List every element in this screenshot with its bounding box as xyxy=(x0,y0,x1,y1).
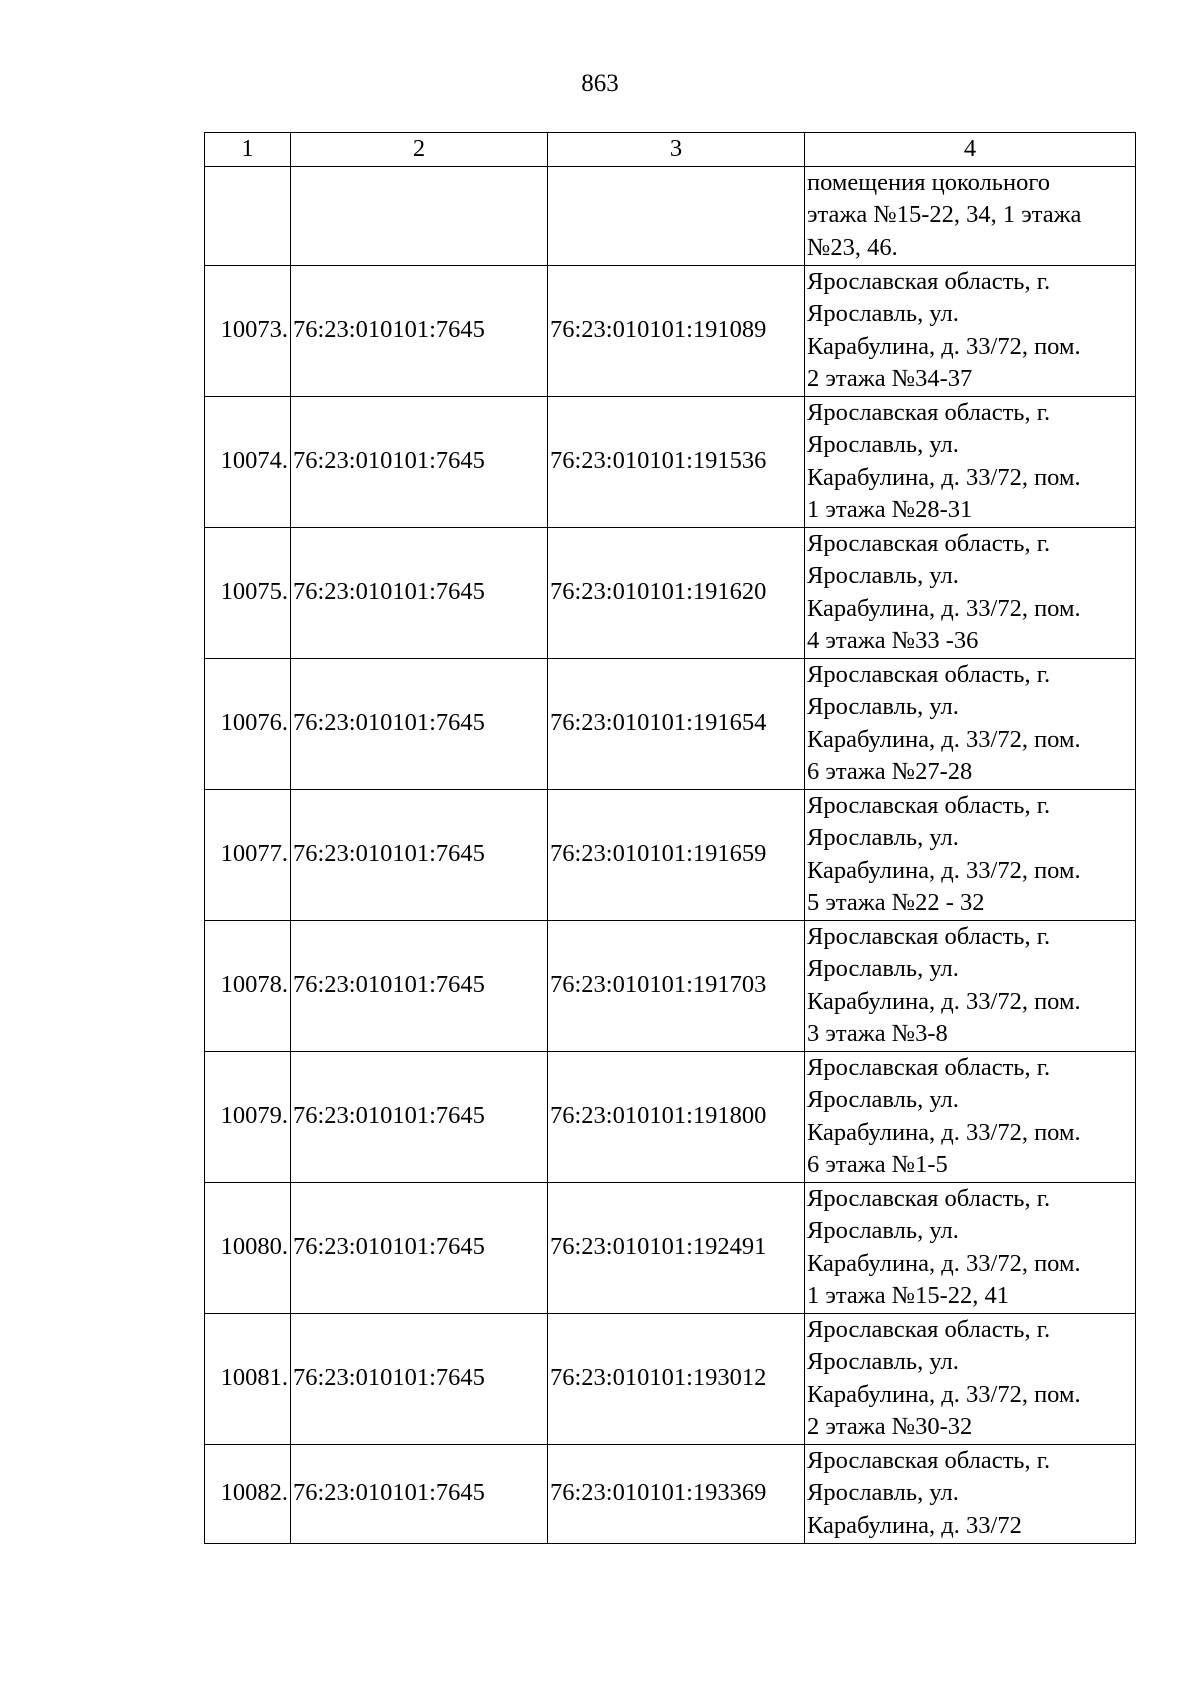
header-cell-4: 4 xyxy=(805,133,1136,167)
address-line: Карабулина, д. 33/72, пом. xyxy=(807,1118,1081,1146)
cell-num: 10074. xyxy=(205,396,291,527)
address-line: Ярославль, ул. xyxy=(807,824,959,851)
cell-address xyxy=(805,527,1136,658)
cell-parent-cadastral: 76:23:010101:7645 xyxy=(291,265,548,396)
address-line: этажа №15-22, 34, 1 этажа xyxy=(807,201,1082,228)
cell-address xyxy=(805,1313,1136,1444)
cell-cadastral: 76:23:010101:191536 xyxy=(548,396,805,527)
cell-cadastral: 76:23:010101:191703 xyxy=(548,920,805,1051)
cell-cadastral: 76:23:010101:193369 xyxy=(548,1444,805,1543)
cell-num: 10077. xyxy=(205,789,291,920)
cell-address xyxy=(805,1051,1136,1182)
address-line: Карабулина, д. 33/72, пом. xyxy=(807,856,1081,884)
cell-parent-cadastral: 76:23:010101:7645 xyxy=(291,1051,548,1182)
cell-cadastral: 76:23:010101:191654 xyxy=(548,658,805,789)
cell-cadastral xyxy=(548,166,805,265)
address-line: Ярославль, ул. xyxy=(807,693,959,720)
cell-address xyxy=(805,1444,1136,1543)
cell-address xyxy=(805,396,1136,527)
address-line: 1 этажа №15-22, 41 xyxy=(807,1282,1009,1309)
cell-parent-cadastral: 76:23:010101:7645 xyxy=(291,1182,548,1313)
cell-num: 10080. xyxy=(205,1182,291,1313)
address-line: №23, 46. xyxy=(807,233,898,261)
address-line: Ярославская область, г. xyxy=(807,1184,1051,1212)
table-header-row xyxy=(205,133,1136,167)
address-line: 3 этажа №3-8 xyxy=(807,1020,948,1047)
header-cell-3: 3 xyxy=(548,133,805,167)
address-line: Карабулина, д. 33/72, пом. xyxy=(807,463,1081,491)
address-line: Карабулина, д. 33/72, пом. xyxy=(807,987,1081,1015)
address-line: 1 этажа №28-31 xyxy=(807,496,973,523)
registry-table xyxy=(204,132,1136,1544)
cell-parent-cadastral: 76:23:010101:7645 xyxy=(291,1444,548,1543)
address-line: Карабулина, д. 33/72, пом. xyxy=(807,725,1081,753)
address-line: Ярославль, ул. xyxy=(807,1086,959,1113)
cell-num: 10076. xyxy=(205,658,291,789)
address-line: Ярославская область, г. xyxy=(807,660,1051,688)
address-line: Ярославль, ул. xyxy=(807,431,959,458)
address-line: 4 этажа №33 -36 xyxy=(807,627,979,654)
address-line: Ярославская область, г. xyxy=(807,398,1051,426)
address-line: 6 этажа №27-28 xyxy=(807,758,973,785)
table-row xyxy=(205,658,1136,789)
cell-parent-cadastral: 76:23:010101:7645 xyxy=(291,789,548,920)
address-line: Ярославская область, г. xyxy=(807,922,1051,950)
cell-address xyxy=(805,265,1136,396)
cell-num: 10073. xyxy=(205,265,291,396)
cell-cadastral: 76:23:010101:193012 xyxy=(548,1313,805,1444)
address-line: помещения цокольного xyxy=(807,168,1051,196)
cell-num: 10075. xyxy=(205,527,291,658)
address-line: Ярославль, ул. xyxy=(807,1479,959,1506)
address-line: Ярославль, ул. xyxy=(807,300,959,327)
cell-num: 10082. xyxy=(205,1444,291,1543)
table-row xyxy=(205,396,1136,527)
cell-num: 10078. xyxy=(205,920,291,1051)
cell-parent-cadastral xyxy=(291,166,548,265)
address-line: Ярославская область, г. xyxy=(807,791,1051,819)
cell-num: 10079. xyxy=(205,1051,291,1182)
address-line: 6 этажа №1-5 xyxy=(807,1151,948,1178)
table-row xyxy=(205,920,1136,1051)
address-line: Ярославская область, г. xyxy=(807,267,1051,295)
address-line: Ярославская область, г. xyxy=(807,1315,1051,1343)
table-row xyxy=(205,1051,1136,1182)
table-row xyxy=(205,265,1136,396)
header-cell-2: 2 xyxy=(291,133,548,167)
cell-parent-cadastral: 76:23:010101:7645 xyxy=(291,527,548,658)
address-line: Ярославль, ул. xyxy=(807,1348,959,1375)
table-row xyxy=(205,1313,1136,1444)
address-line: Карабулина, д. 33/72, пом. xyxy=(807,1249,1081,1277)
address-line: Ярославская область, г. xyxy=(807,529,1051,557)
cell-parent-cadastral: 76:23:010101:7645 xyxy=(291,396,548,527)
cell-address xyxy=(805,1182,1136,1313)
address-line: Ярославская область, г. xyxy=(807,1053,1051,1081)
address-line: Карабулина, д. 33/72, пом. xyxy=(807,594,1081,622)
cell-num xyxy=(205,166,291,265)
address-line: Ярославль, ул. xyxy=(807,955,959,982)
cell-parent-cadastral: 76:23:010101:7645 xyxy=(291,920,548,1051)
cell-cadastral: 76:23:010101:191800 xyxy=(548,1051,805,1182)
table-row xyxy=(205,789,1136,920)
table-row xyxy=(205,1444,1136,1543)
address-line: Ярославль, ул. xyxy=(807,562,959,589)
cell-address xyxy=(805,920,1136,1051)
cell-cadastral: 76:23:010101:191089 xyxy=(548,265,805,396)
header-cell-1: 1 xyxy=(205,133,291,167)
address-line: 2 этажа №30-32 xyxy=(807,1413,973,1440)
cell-num: 10081. xyxy=(205,1313,291,1444)
address-line: 2 этажа №34-37 xyxy=(807,365,973,392)
cell-address xyxy=(805,789,1136,920)
address-line: Ярославль, ул. xyxy=(807,1217,959,1244)
address-line: Карабулина, д. 33/72, пом. xyxy=(807,1380,1081,1408)
cell-cadastral: 76:23:010101:191659 xyxy=(548,789,805,920)
cell-parent-cadastral: 76:23:010101:7645 xyxy=(291,1313,548,1444)
address-line: Карабулина, д. 33/72, пом. xyxy=(807,332,1081,360)
table-row xyxy=(205,1182,1136,1313)
page-number: 863 xyxy=(581,70,619,97)
cell-address xyxy=(805,166,1136,265)
address-line: Карабулина, д. 33/72 xyxy=(807,1511,1022,1539)
cell-cadastral: 76:23:010101:192491 xyxy=(548,1182,805,1313)
table-row-continuation xyxy=(205,166,1136,265)
cell-cadastral: 76:23:010101:191620 xyxy=(548,527,805,658)
cell-address xyxy=(805,658,1136,789)
table-row xyxy=(205,527,1136,658)
address-line: Ярославская область, г. xyxy=(807,1446,1051,1474)
address-line: 5 этажа №22 - 32 xyxy=(807,889,985,916)
cell-parent-cadastral: 76:23:010101:7645 xyxy=(291,658,548,789)
